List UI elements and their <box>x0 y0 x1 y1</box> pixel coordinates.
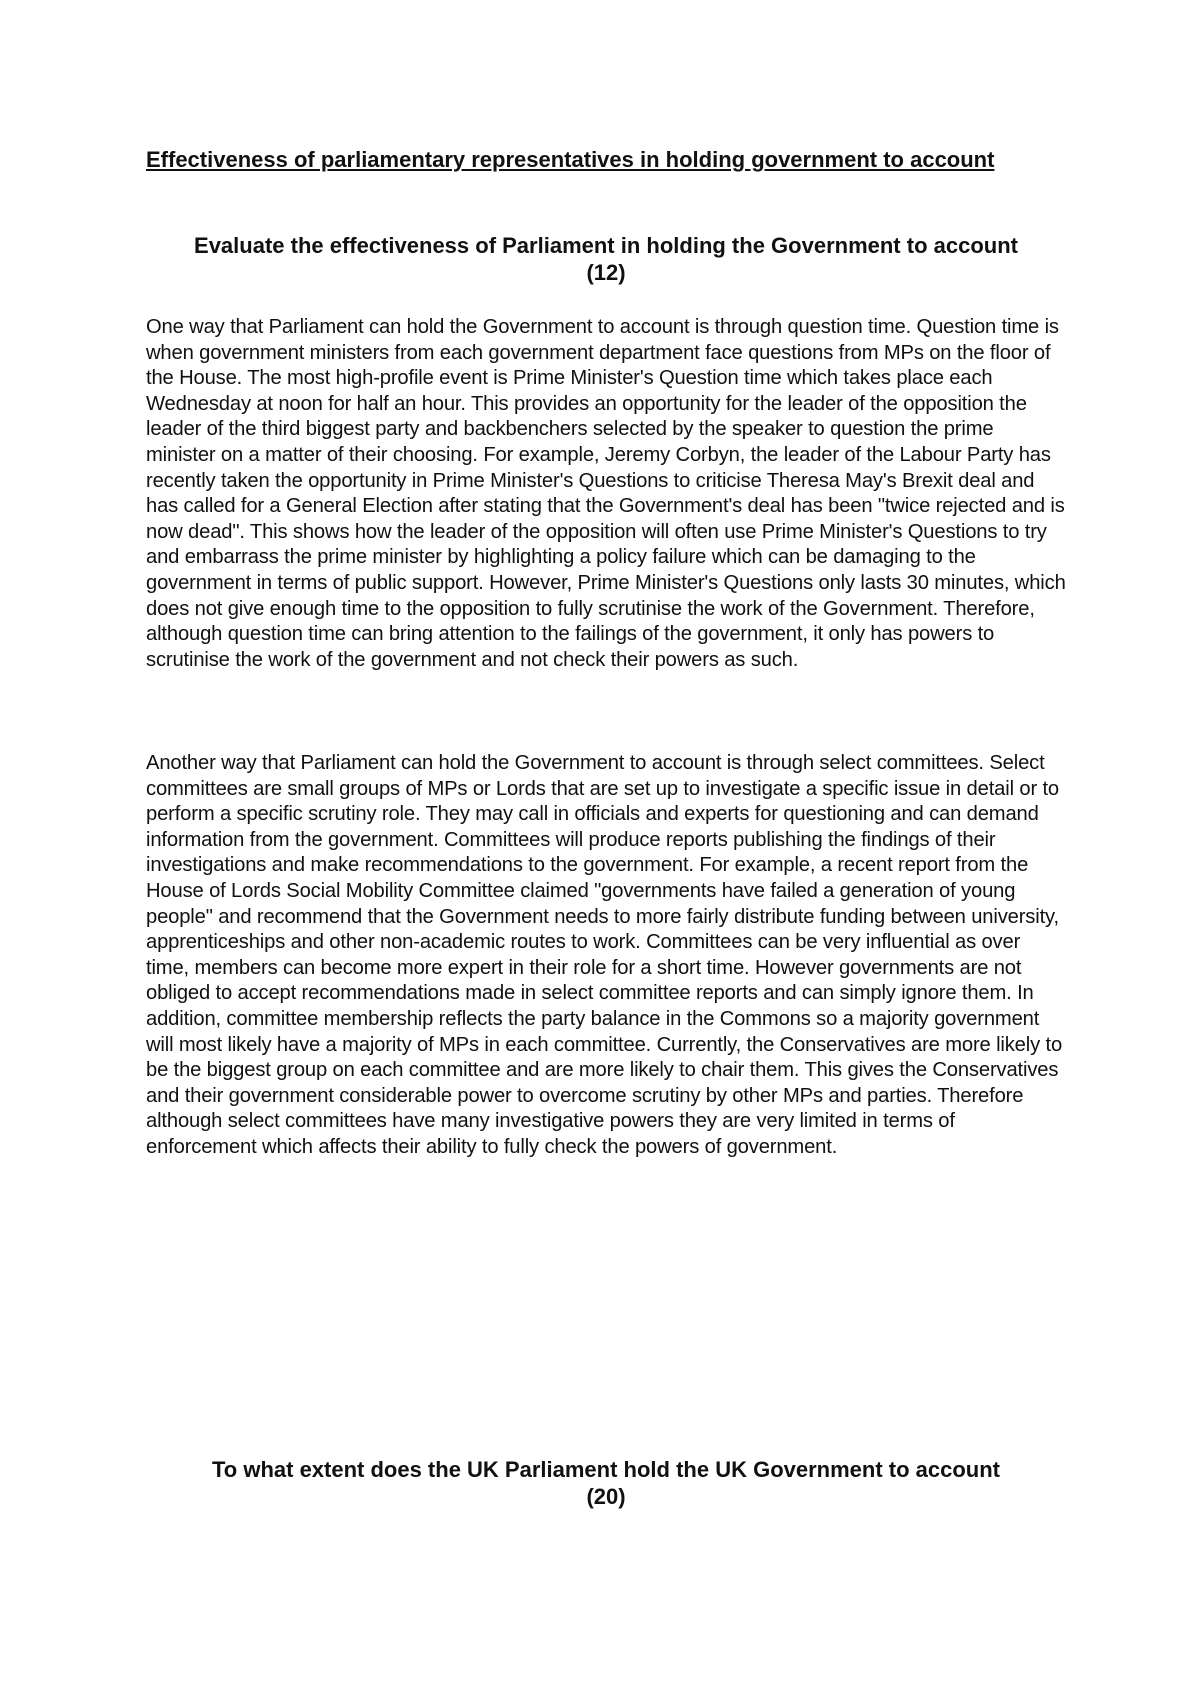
question-2-text: To what extent does the UK Parliament hold the UK Government to account <box>211 1457 1000 1482</box>
document-page <box>146 0 1066 1698</box>
question-1-marks: (12) <box>586 260 626 285</box>
question-1-heading <box>146 232 1066 286</box>
paragraph-question-time: One way that Parliament can hold the Government to account is through question time. Question time is when government ministers from each government department face questions from MPs on the floor of the House. The most high-profile event is Prime Minister's Question time which takes place each Wednesday at noon for half an hour. This provides an opportunity for the leader of the opposition the leader of the third biggest party and backbenchers selected by the speaker to question the prime minister on a matter of their choosing. For example, Jeremy Corbyn, the leader of the Labour Party has recently taken the opportunity in Prime Minister's Questions to criticise Theresa May's Brexit deal and has called for a General Election after stating that the Government's deal has been "twice rejected and is now dead". This shows how the leader of the opposition will often use Prime Minister's Questions to try and embarrass the prime minister by highlighting a policy failure which can be damaging to the government in terms of public support. However, Prime Minister's Questions only lasts 30 minutes, which does not give enough time to the opposition to fully scrutinise the work of the Government. Therefore, although question time can bring attention to the failings of the government, it only has powers to scrutinise the work of the government and not check their powers as such. <box>146 316 1066 671</box>
question-1-text: Evaluate the effectiveness of Parliament in holding the Government to account <box>194 233 1018 258</box>
document-title: Effectiveness of parliamentary representatives in holding government to account <box>146 147 995 172</box>
question-2-marks: (20) <box>586 1484 626 1509</box>
paragraph-select-committees: Another way that Parliament can hold the Government to account is through select committees. Select committees are small groups of MPs or Lords that are set up to investigate a specific issue in detail or to perform a specific scrutiny role. They may call in officials and experts for questioning and can demand information from the government. Committees will produce reports publishing the findings of their investigations and make recommendations to the government. For example, a recent report from the House of Lords Social Mobility Committee claimed "governments have failed a generation of young people" and recommend that the Government needs to more fairly distribute funding between university, apprenticeships and other non-academic routes to work. Committees can be very influential as over time, members can become more expert in their role for a short time. However governments are not obliged to accept recommendations made in select committee reports and can simply ignore them. In addition, committee membership reflects the party balance in the Commons so a majority government will most likely have a majority of MPs in each committee. Currently, the Conservatives are more likely to be the biggest group on each committee and are more likely to chair them. This gives the Conservatives and their government considerable power to overcome scrutiny by other MPs and parties. Therefore although select committees have many investigative powers they are very limited in terms of enforcement which affects their ability to fully check the powers of government. <box>146 752 1063 1158</box>
question-2-heading <box>146 1456 1066 1510</box>
